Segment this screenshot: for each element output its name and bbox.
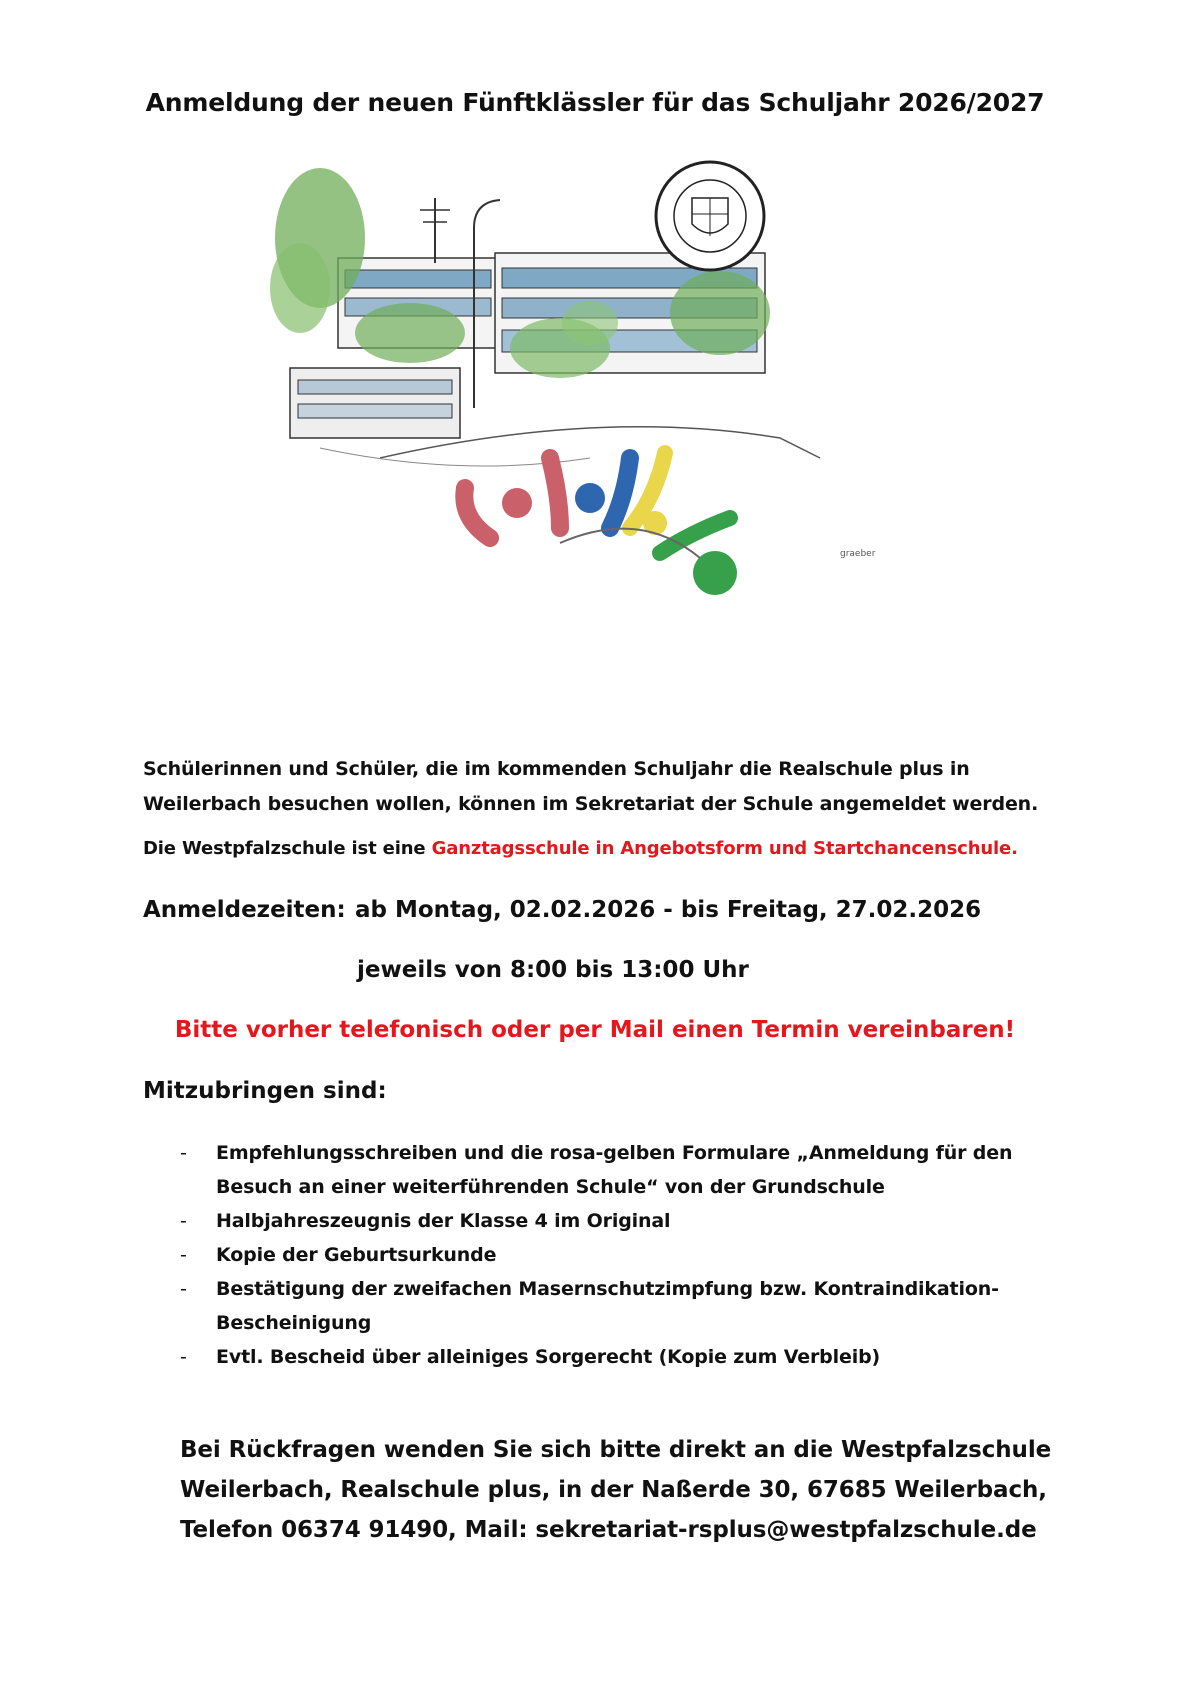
list-item-text: Halbjahreszeugnis der Klasse 4 im Original — [216, 1210, 671, 1232]
list-item — [180, 1238, 1080, 1272]
colorful-figures-logo — [464, 453, 737, 595]
school-illustration — [260, 158, 920, 718]
school-building-drawing — [260, 158, 920, 718]
appointment-note: Bitte vorher telefonisch oder per Mail einen Termin vereinbaren! — [174, 1017, 1016, 1043]
list-item-text: Kopie der Geburtsurkunde — [216, 1244, 497, 1266]
registration-label: Anmeldezeiten: — [143, 897, 346, 923]
building-hall — [290, 368, 460, 438]
list-item — [180, 1204, 1080, 1238]
list-bullet: - — [180, 1244, 187, 1266]
artist-signature: graeber — [840, 549, 876, 559]
school-seal — [656, 162, 764, 270]
registration-range: ab Montag, 02.02.2026 - bis Freitag, 27.02.2026 — [355, 897, 982, 923]
list-bullet: - — [180, 1142, 187, 1164]
registration-hours: jeweils von 8:00 bis 13:00 Uhr — [357, 957, 749, 983]
list-bullet: - — [180, 1278, 187, 1300]
bring-list — [180, 1136, 1080, 1374]
list-item — [180, 1136, 1080, 1204]
list-item — [180, 1340, 1080, 1374]
list-item-text: Evtl. Bescheid über alleiniges Sorgerecht (Kopie zum Verbleib) — [216, 1346, 881, 1368]
list-bullet: - — [180, 1210, 187, 1232]
contact-text: Bei Rückfragen wenden Sie sich bitte direkt an die Westpfalzschule Weilerbach, Realschule plus, in der Naßerde 30, 67685 Weilerbach, Telefon 06374 91490, Mail: sekretariat-rsplus@westpfalzschule.de — [180, 1437, 1052, 1543]
list-item-text: Empfehlungsschreiben und die rosa-gelben Formulare „Anmeldung für den Besuch an einer weiterführenden Schule“ von der Grundschule — [216, 1142, 1013, 1198]
page-title: Anmeldung der neuen Fünftklässler für das Schuljahr 2026/2027 — [145, 88, 1045, 117]
bring-heading: Mitzubringen sind: — [143, 1078, 387, 1104]
list-item-text: Bestätigung der zweifachen Masernschutzimpfung bzw. Kontraindikation-Bescheinigung — [216, 1278, 999, 1334]
list-bullet: - — [180, 1346, 187, 1368]
intro-text: Schülerinnen und Schüler, die im kommenden Schuljahr die Realschule plus in Weilerbach besuchen wollen, können im Sekretariat der Schule angemeldet werden. — [143, 758, 1039, 815]
list-item — [180, 1272, 1080, 1340]
school-type-highlight: Ganztagsschule in Angebotsform und Startchancenschule. — [431, 838, 1018, 859]
school-type-text — [143, 838, 1083, 859]
school-type-prefix: Die Westpfalzschule ist eine — [143, 838, 432, 859]
